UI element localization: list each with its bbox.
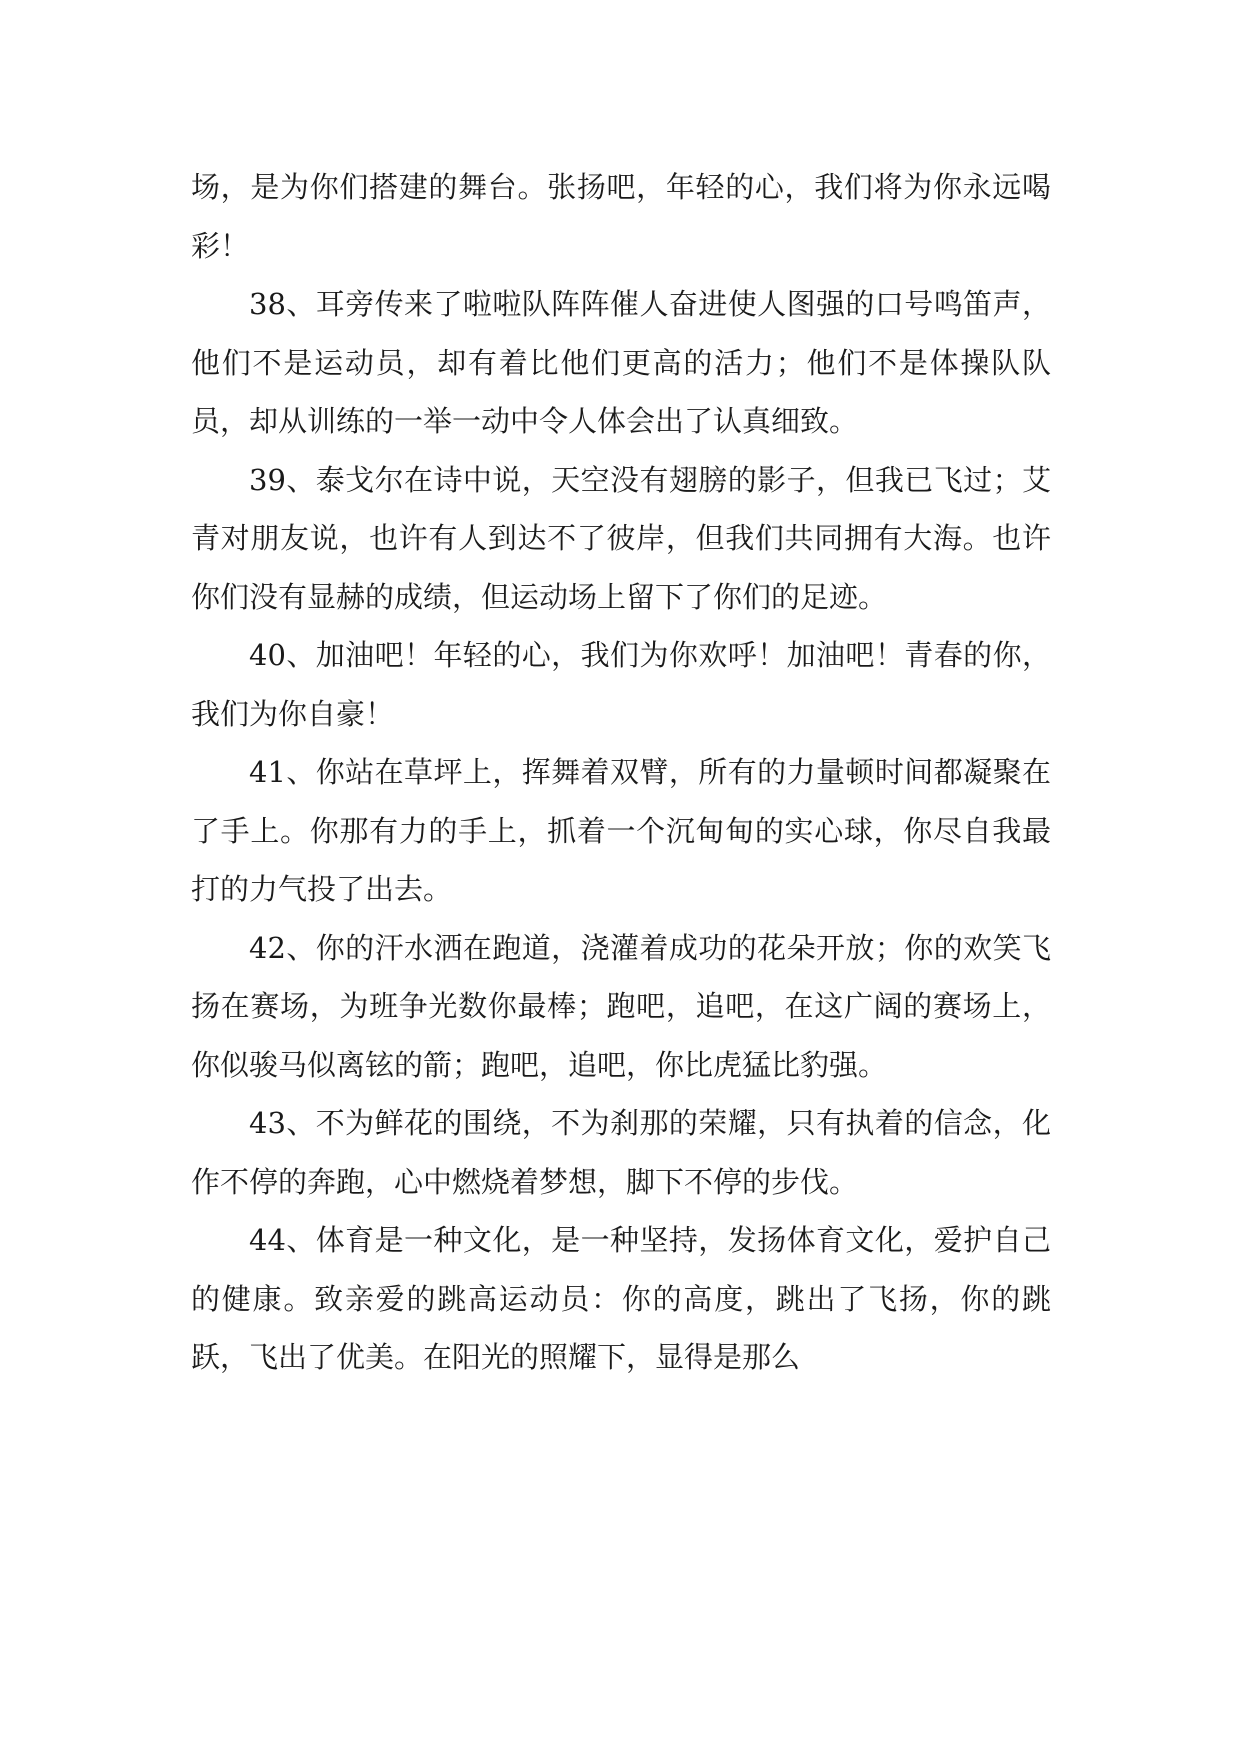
paragraph-43: 43、不为鲜花的围绕，不为刹那的荣耀，只有执着的信念，化作不停的奔跑，心中燃烧着梦想，脚下不停的步伐。 <box>191 1106 1051 1199</box>
paragraph-38: 38、耳旁传来了啦啦队阵阵催人奋进使人图强的口号鸣笛声，他们不是运动员，却有着比他们更高的活力；他们不是体操队队员，却从训练的一举一动中令人体会出了认真细致。 <box>191 287 1051 438</box>
paragraph-44: 44、体育是一种文化，是一种坚持，发扬体育文化，爱护自己的健康。致亲爱的跳高运动员：你的高度，跳出了飞扬，你的跳跃，飞出了优美。在阳光的照耀下，显得是那么 <box>191 1223 1051 1374</box>
paragraph-continuation: 场，是为你们搭建的舞台。张扬吧，年轻的心，我们将为你永远喝彩！ <box>191 170 1051 263</box>
paragraph-41: 41、你站在草坪上，挥舞着双臂，所有的力量顿时间都凝聚在了手上。你那有力的手上，抓着一个沉甸甸的实心球，你尽自我最打的力气投了出去。 <box>191 755 1051 906</box>
paragraph-39: 39、泰戈尔在诗中说，天空没有翅膀的影子，但我已飞过；艾青对朋友说，也许有人到达不了彼岸，但我们共同拥有大海。也许你们没有显赫的成绩，但运动场上留下了你们的足迹。 <box>191 462 1051 614</box>
paragraph-42: 42、你的汗水洒在跑道，浇灌着成功的花朵开放；你的欢笑飞扬在赛场，为班争光数你最棒；跑吧，追吧，在这广阔的赛场上，你似骏马似离铉的箭；跑吧，追吧，你比虎猛比豹强。 <box>191 930 1051 1082</box>
document-body <box>191 158 1051 1387</box>
paragraph-40: 40、加油吧！年轻的心，我们为你欢呼！加油吧！青春的你，我们为你自豪！ <box>191 638 1051 731</box>
